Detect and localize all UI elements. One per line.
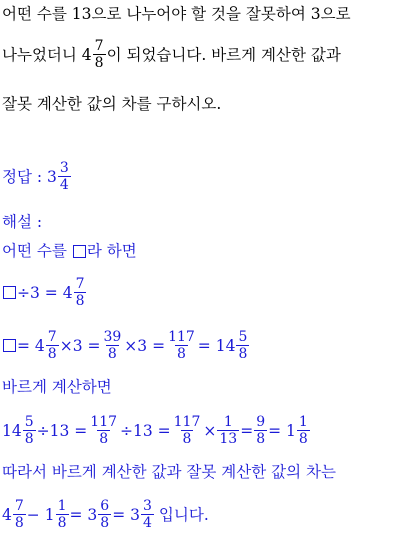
fraction: $\frac{7}{8}$ [75, 276, 85, 309]
answer-line [2, 160, 72, 193]
problem-line-2 [2, 38, 341, 71]
equation-2: = 4 $\frac{7}{8}$ ×3 = $\frac{39}{8}$ ×3 = $\frac{117}{8}$ = 14 $\frac{5}{8}$ [2, 329, 250, 362]
equation-3: 14 $\frac{5}{8}$ ÷13 = $\frac{117}{8}$ ÷13 = $\frac{117}{8}$ × $\frac{1}{13}$ = $\frac{9}{8}$ = 1 $\frac{1}{8}$ [2, 414, 308, 447]
fraction: $\frac{1}{13}$ [219, 414, 238, 447]
fraction: $\frac{9}{8}$ [256, 414, 266, 447]
answer-label: 정답 : 3 [2, 167, 57, 186]
solution-intro: 어떤 수를 라 하면 [2, 242, 137, 260]
fraction: $\frac{117}{8}$ [168, 329, 195, 362]
answer-fraction: $\frac{3}{4}$ [59, 160, 69, 193]
fraction: $\frac{5}{8}$ [238, 329, 248, 362]
fraction: $\frac{1}{8}$ [57, 498, 67, 531]
unknown-box-icon [3, 339, 16, 352]
mixed-fraction: $\frac{7}{8}$ [94, 38, 104, 71]
correct-calc-label: 바르게 계산하면 [2, 378, 112, 396]
problem-line-1: 어떤 수를 13으로 나누어야 할 것을 잘못하여 3으로 [2, 5, 351, 23]
solution-heading: 해설 : [2, 213, 43, 231]
fraction: $\frac{1}{8}$ [298, 414, 308, 447]
fraction: $\frac{5}{8}$ [24, 414, 34, 447]
fraction: $\frac{7}{8}$ [47, 329, 57, 362]
fraction: $\frac{3}{4}$ [142, 498, 152, 531]
equation-4: 4 $\frac{7}{8}$ − 1 $\frac{1}{8}$ = 3 $\frac{6}{8}$ = 3 $\frac{3}{4}$ 입니다. [2, 498, 209, 531]
difference-label: 따라서 바르게 계산한 값과 잘못 계산한 값의 차는 [2, 463, 336, 481]
fraction: $\frac{6}{8}$ [100, 498, 110, 531]
unknown-box-icon [3, 286, 16, 299]
problem-line-2-post: 이 되었습니다. 바르게 계산한 값과 [106, 45, 341, 64]
problem-line-2-pre: 나누었더니 4 [2, 45, 92, 64]
equation-1: ÷3 = 4 $\frac{7}{8}$ [2, 276, 87, 309]
fraction: $\frac{117}{8}$ [90, 414, 118, 447]
fraction: $\frac{7}{8}$ [14, 498, 24, 531]
problem-line-3: 잘못 계산한 값의 차를 구하시오. [2, 95, 222, 113]
unknown-box-icon [73, 245, 86, 258]
fraction: $\frac{117}{8}$ [173, 414, 201, 447]
fraction: $\frac{39}{8}$ [103, 329, 122, 362]
